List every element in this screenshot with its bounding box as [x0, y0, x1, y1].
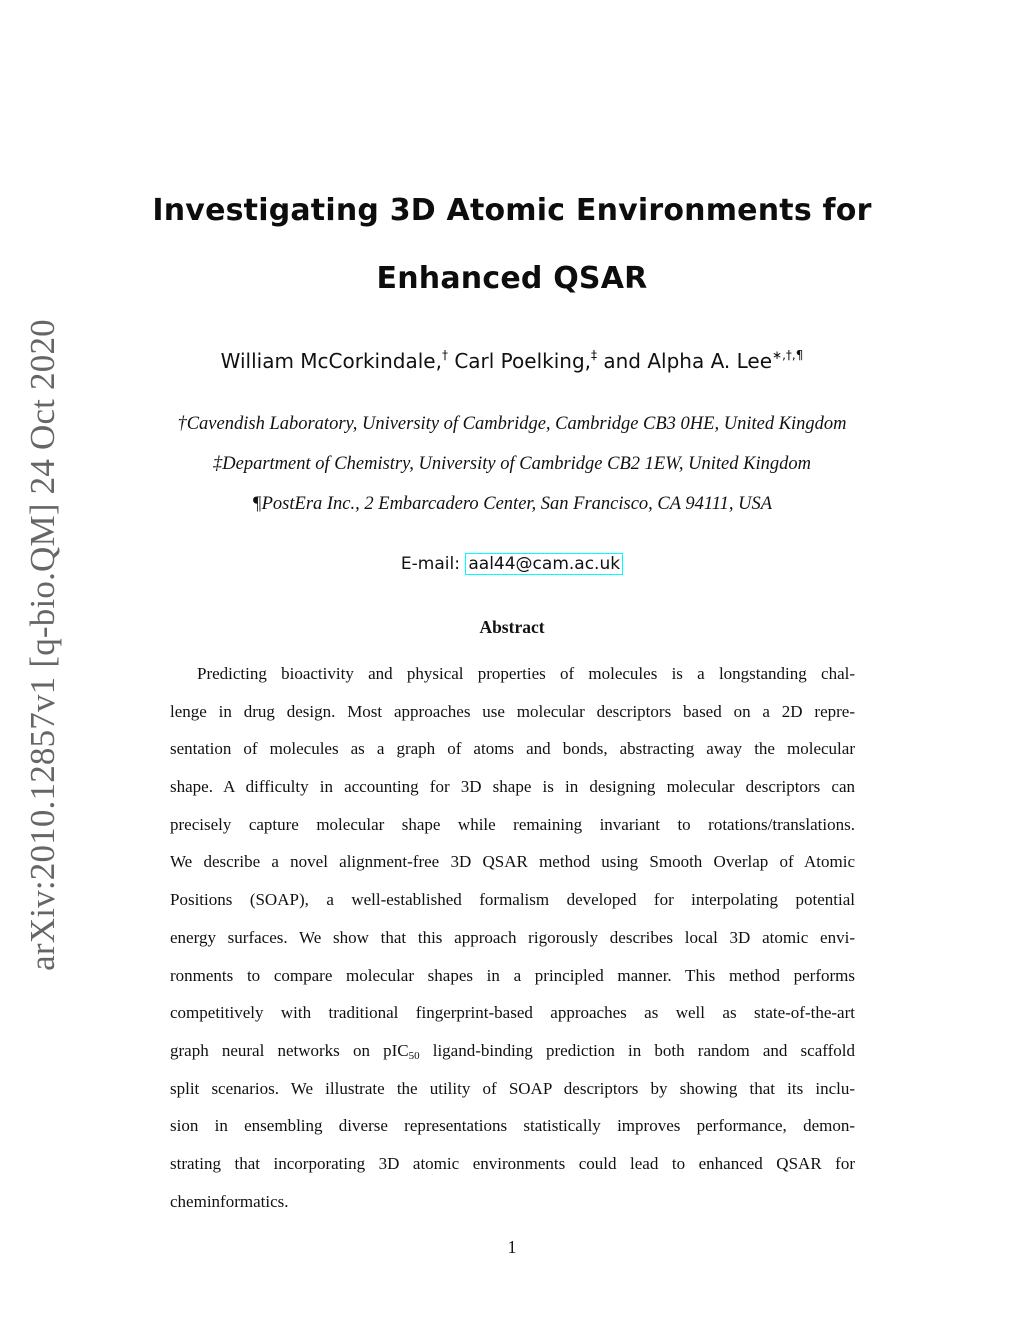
email-link[interactable]: aal44@cam.ac.uk — [465, 553, 623, 575]
abstract-line: lenge in drug design. Most approaches use molecular descriptors based on a 2D repre- — [170, 701, 855, 721]
abstract-line: shape. A difficulty in accounting for 3D shape is in designing molecular descriptors can — [170, 777, 855, 797]
paper-title-line-1: Investigating 3D Atomic Environments for — [152, 193, 872, 228]
author-affiliation-mark: † — [441, 348, 448, 362]
abstract-line: We describe a novel alignment-free 3D QSAR method using Smooth Overlap of Atomic — [170, 852, 855, 872]
author-list — [0, 349, 1024, 373]
affiliation-cavendish: †Cavendish Laboratory, University of Cambridge, Cambridge CB3 0HE, United Kingdom — [177, 414, 847, 434]
abstract-line: competitively with traditional fingerprint-based approaches as well as state-of-the-art — [170, 1003, 855, 1023]
paper-title-line-2: Enhanced QSAR — [376, 261, 648, 296]
author-affiliation-mark: ‡ — [591, 348, 597, 362]
subscript-50: 50 — [408, 1049, 420, 1062]
author-name: William McCorkindale, — [220, 349, 442, 373]
email-line — [0, 554, 1024, 574]
affiliation-postera: ¶PostEra Inc., 2 Embarcadero Center, San Francisco, CA 94111, USA — [251, 494, 773, 514]
abstract-line: Positions (SOAP), a well-established formalism developed for interpolating potential — [170, 890, 855, 910]
author-name: and Alpha A. Lee — [597, 349, 773, 373]
abstract-line: Predicting bioactivity and physical properties of molecules is a longstanding chal- — [197, 664, 855, 683]
abstract-line: sentation of molecules as a graph of atoms and bonds, abstracting away the molecular — [170, 739, 855, 759]
page-number: 1 — [507, 1237, 517, 1257]
abstract-line: sion in ensembling diverse representations statistically improves performance, demon- — [170, 1116, 855, 1136]
abstract-body — [170, 659, 855, 1224]
abstract-text: ligand-binding prediction in both random and scaffold — [419, 1040, 855, 1060]
arxiv-identifier-stamp: arXiv:2010.12857v1 [q-bio.QM] 24 Oct 2020 — [23, 319, 62, 971]
abstract-line: energy surfaces. We show that this approach rigorously describes local 3D atomic envi- — [170, 927, 855, 947]
author-affiliation-mark: ∗,†,¶ — [772, 348, 804, 362]
abstract-line: strating that incorporating 3D atomic environments could lead to enhanced QSAR for — [170, 1153, 855, 1173]
email-label: E-mail: — [400, 554, 466, 574]
abstract-line — [170, 1036, 855, 1074]
affiliation-chemistry: ‡Department of Chemistry, University of Cambridge CB2 1EW, United Kingdom — [213, 454, 811, 474]
abstract-line: split scenarios. We illustrate the utility of SOAP descriptors by showing that its inclu- — [170, 1078, 855, 1098]
abstract-line: cheminformatics. — [170, 1191, 289, 1211]
author-name: Carl Poelking, — [447, 349, 591, 373]
abstract-text: graph neural networks on pIC — [170, 1040, 409, 1060]
abstract-line: precisely capture molecular shape while remaining invariant to rotations/translations. — [170, 814, 855, 834]
abstract-heading: Abstract — [479, 617, 545, 637]
abstract-line: ronments to compare molecular shapes in a principled manner. This method performs — [170, 965, 855, 985]
